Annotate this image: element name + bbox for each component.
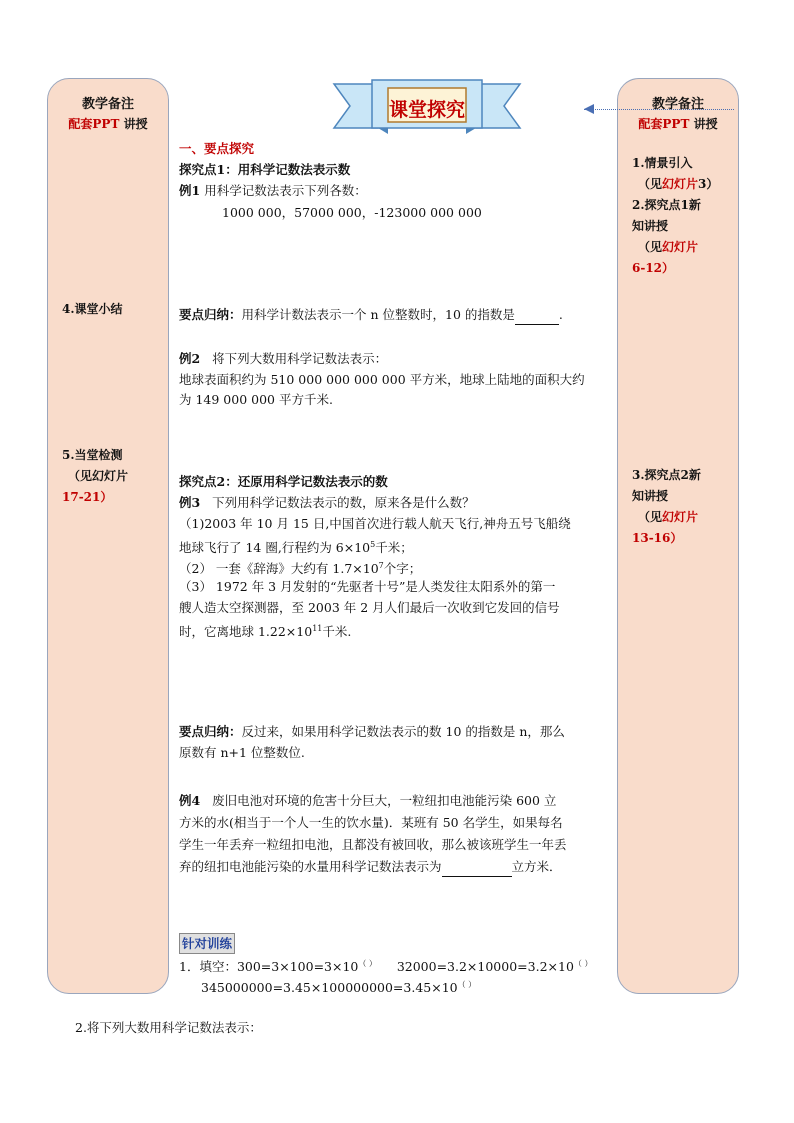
example4-line2: 方米的水(相当于一个人一生的饮水量)．某班有 50 名学生，如果每名 [179, 815, 563, 830]
training-q1-line1: 1．填空：300=3×100=3×10（ ） 32000=3.2×10000=3.2×10（ ） [179, 959, 593, 975]
summary2-line2: 原数有 n+1 位整数位. [179, 745, 305, 760]
left-note-check: 5.当堂检测 [62, 448, 123, 462]
example4-line1: 例4 废旧电池对环境的危害十分巨大，一粒纽扣电池能污染 600 立 [179, 793, 557, 808]
left-note-summary: 4.课堂小结 [62, 302, 123, 316]
right-note-point1-b: 知讲授 [632, 219, 669, 233]
example3-q1-line2: 地球飞行了 14 圈,行程约为 $6\times 10^5$千米； [179, 540, 413, 556]
point1-title: 探究点1：用科学记数法表示数 [179, 162, 351, 177]
right-note-point2-range: 13-16） [632, 531, 683, 545]
section-heading: 一、要点探究 [179, 141, 255, 156]
example1: 例1 用科学记数法表示下列各数： [179, 183, 367, 198]
left-notes-title: 教学备注 [81, 97, 134, 112]
right-notes-title: 教学备注 [651, 97, 704, 112]
pointer-arrow-icon [584, 104, 594, 114]
right-note-intro: 1.情景引入 [632, 156, 693, 170]
right-note-point1-range: 6-12） [632, 261, 675, 275]
right-note-point2-b: 知讲授 [632, 489, 669, 503]
example3: 例3 下列用科学记数法表示的数，原来各是什么数？ [179, 495, 475, 510]
example3-q3-line1: （3） 1972 年 3 月发射的“先驱者十号”是人类发往太阳系外的第一 [179, 579, 556, 594]
section-banner [332, 78, 522, 138]
example3-q1-line1: （1)2003 年 10 月 15 日,中国首次进行载人航天飞行,神舟五号飞船绕 [179, 516, 571, 531]
training-q1-line2: 345000000=3.45×100000000=3.45×10（ ） [201, 980, 477, 996]
example2-line1: 地球表面积约为 510 000 000 000 000 平方米，地球上陆地的面积大约 [179, 372, 585, 387]
right-note-intro-ref: （见幻灯片3） [638, 177, 719, 191]
example2: 例2 将下列大数用科学记数法表示： [179, 351, 388, 366]
right-note-point1-ref: （见幻灯片 [638, 240, 699, 254]
summary2-line1: 要点归纳：反过来，如果用科学记数法表示的数 10 的指数是 n，那么 [179, 724, 565, 739]
example3-q2: （2） 一套《辞海》大约有 $1.7\times 10^7$个字； [179, 561, 422, 577]
right-note-point1: 2.探究点1新 [632, 198, 701, 212]
left-note-slide-ref: （见幻灯片 [68, 469, 129, 483]
example2-line2: 为 149 000 000 平方千米. [179, 392, 333, 407]
left-note-slide-range: 17-21） [62, 490, 113, 504]
example3-q3-line3: 时，它离地球 $1.22\times 10^{11}$千米. [179, 624, 352, 640]
summary1: 要点归纳：用科学计数法表示一个 n 位整数时，10 的指数是 . [179, 305, 563, 325]
right-note-point2: 3.探究点2新 [632, 468, 701, 482]
left-notes-subtitle: 配套PPT 讲授 [68, 117, 148, 131]
training-tag: 针对训练 [179, 933, 235, 954]
pointer-arrow-line [584, 109, 734, 110]
example3-q3-line2: 艘人造太空探测器，至 2003 年 2 月人们最后一次收到它发回的信号 [179, 600, 560, 615]
banner-title: 课堂探究 [388, 99, 465, 121]
right-note-point2-ref: （见幻灯片 [638, 510, 699, 524]
example4-line3: 学生一年丢弃一粒纽扣电池，且都没有被回收，那么被该班学生一年丢 [179, 837, 567, 852]
left-notes-panel [47, 78, 169, 994]
training-q2: 2.将下列大数用科学记数法表示： [75, 1020, 262, 1035]
right-notes-panel [617, 78, 739, 994]
example4-line4: 弃的纽扣电池能污染的水量用科学记数法表示为 立方米． [179, 857, 562, 877]
point2-title: 探究点2：还原用科学记数法表示的数 [179, 474, 388, 489]
example1-numbers: 1000 000，57000 000，-123000 000 000 [222, 205, 482, 220]
right-notes-subtitle: 配套PPT 讲授 [638, 117, 718, 131]
